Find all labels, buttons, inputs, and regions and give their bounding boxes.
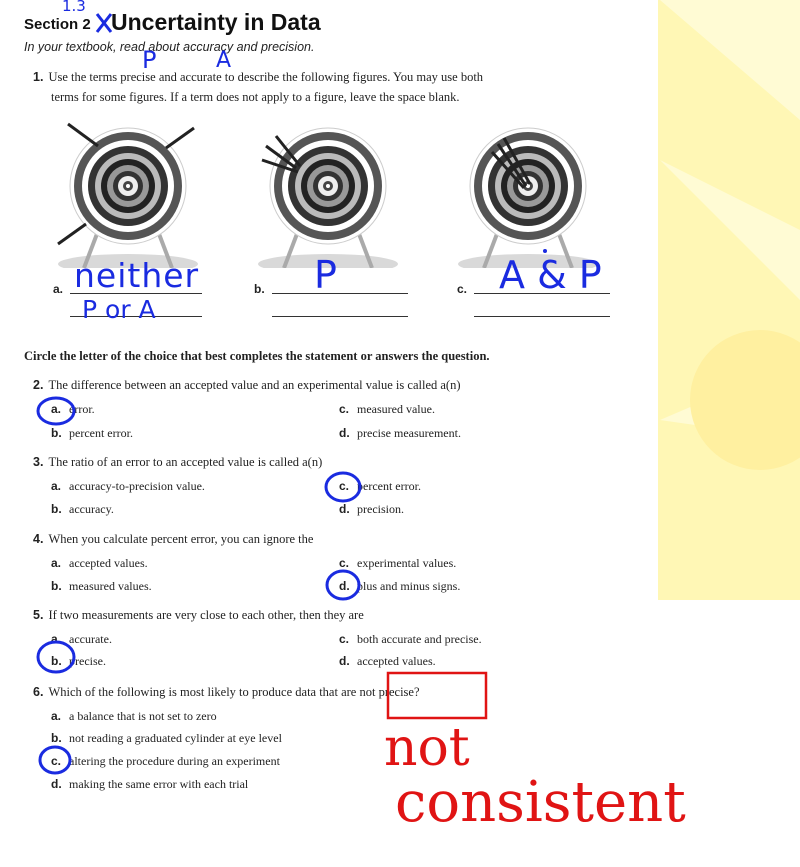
q3-text: 3. The ratio of an error to an accepted value is called a(n) — [33, 455, 323, 469]
q1-line1: Use the terms precise and accurate to describe the following figures. You may use both — [48, 70, 484, 84]
q5-option-a[interactable]: a. accurate. — [51, 632, 112, 646]
handwritten-section-number: 1.3 — [62, 0, 86, 15]
handwritten-note-line2: consistent — [395, 770, 686, 835]
target-c-icon — [458, 128, 598, 268]
q5-option-b[interactable]: b. precise. — [51, 654, 106, 668]
q1-number: 1. — [33, 70, 44, 84]
q2-option-d[interactable]: d. precise measurement. — [339, 426, 461, 440]
q6-option-b[interactable]: b. not reading a graduated cylinder at eye level — [51, 731, 282, 745]
handwritten-answer-a-line2: P or A — [82, 295, 156, 324]
q4-option-c[interactable]: c. experimental values. — [339, 556, 457, 570]
q5-option-c[interactable]: c. both accurate and precise. — [339, 632, 482, 646]
handwritten-note-line1: not — [384, 718, 470, 778]
q5-option-d[interactable]: d. accepted values. — [339, 654, 436, 668]
q6-option-c[interactable]: c. altering the procedure during an experiment — [51, 754, 280, 768]
target-a-icon — [58, 124, 198, 268]
section-label: Section 2 — [24, 16, 91, 33]
q2-option-b[interactable]: b. percent error. — [51, 426, 133, 440]
section-title: Uncertainty in Data — [111, 9, 321, 35]
q6-text: 6. Which of the following is most likely to produce data that are not precise? — [33, 685, 420, 699]
circle-instruction: Circle the letter of the choice that best completes the statement or answers the question. — [24, 349, 490, 363]
q2-option-c[interactable]: c. measured value. — [339, 402, 435, 416]
q6-option-a[interactable]: a. a balance that is not set to zero — [51, 709, 217, 723]
q3-option-c[interactable]: c. percent error. — [339, 479, 421, 493]
target-figures — [40, 118, 640, 268]
q1-text-line1 — [33, 70, 483, 85]
handwritten-p-mark: P — [142, 46, 157, 74]
q1-label-b: b. — [254, 282, 265, 296]
handwritten-answer-a-line1: neither — [74, 256, 200, 295]
q3-option-a[interactable]: a. accuracy-to-precision value. — [51, 479, 205, 493]
q6-option-d[interactable]: d. making the same error with each trial — [51, 777, 249, 791]
instruction-text: In your textbook, read about accuracy and precision. — [24, 40, 315, 54]
answer-line-b2 — [272, 316, 408, 317]
handwritten-a-mark: A — [216, 48, 232, 73]
q2-option-a[interactable]: a. error. — [51, 402, 95, 416]
answer-line-c2 — [474, 316, 610, 317]
target-b-icon — [258, 128, 398, 268]
q3-option-b[interactable]: b. accuracy. — [51, 502, 114, 516]
handwritten-answer-c: A & P — [499, 253, 602, 297]
q1-text-line2: terms for some figures. If a term does not apply to a figure, leave the space blank. — [51, 90, 460, 104]
q5-text: 5. If two measurements are very close to each other, then they are — [33, 608, 364, 622]
q4-option-a[interactable]: a. accepted values. — [51, 556, 148, 570]
answer-line-b1 — [272, 293, 408, 294]
q4-text: 4. When you calculate percent error, you can ignore the — [33, 532, 314, 546]
q1-label-a: a. — [53, 282, 64, 296]
q2-text: 2. The difference between an accepted value and an experimental value is called a(n) — [33, 378, 461, 392]
q3-option-d[interactable]: d. precision. — [339, 502, 404, 516]
q1-label-c: c. — [457, 282, 468, 296]
handwritten-answer-b: P — [314, 253, 337, 297]
q4-option-b[interactable]: b. measured values. — [51, 579, 152, 593]
q4-option-d[interactable]: d. plus and minus signs. — [339, 579, 461, 593]
